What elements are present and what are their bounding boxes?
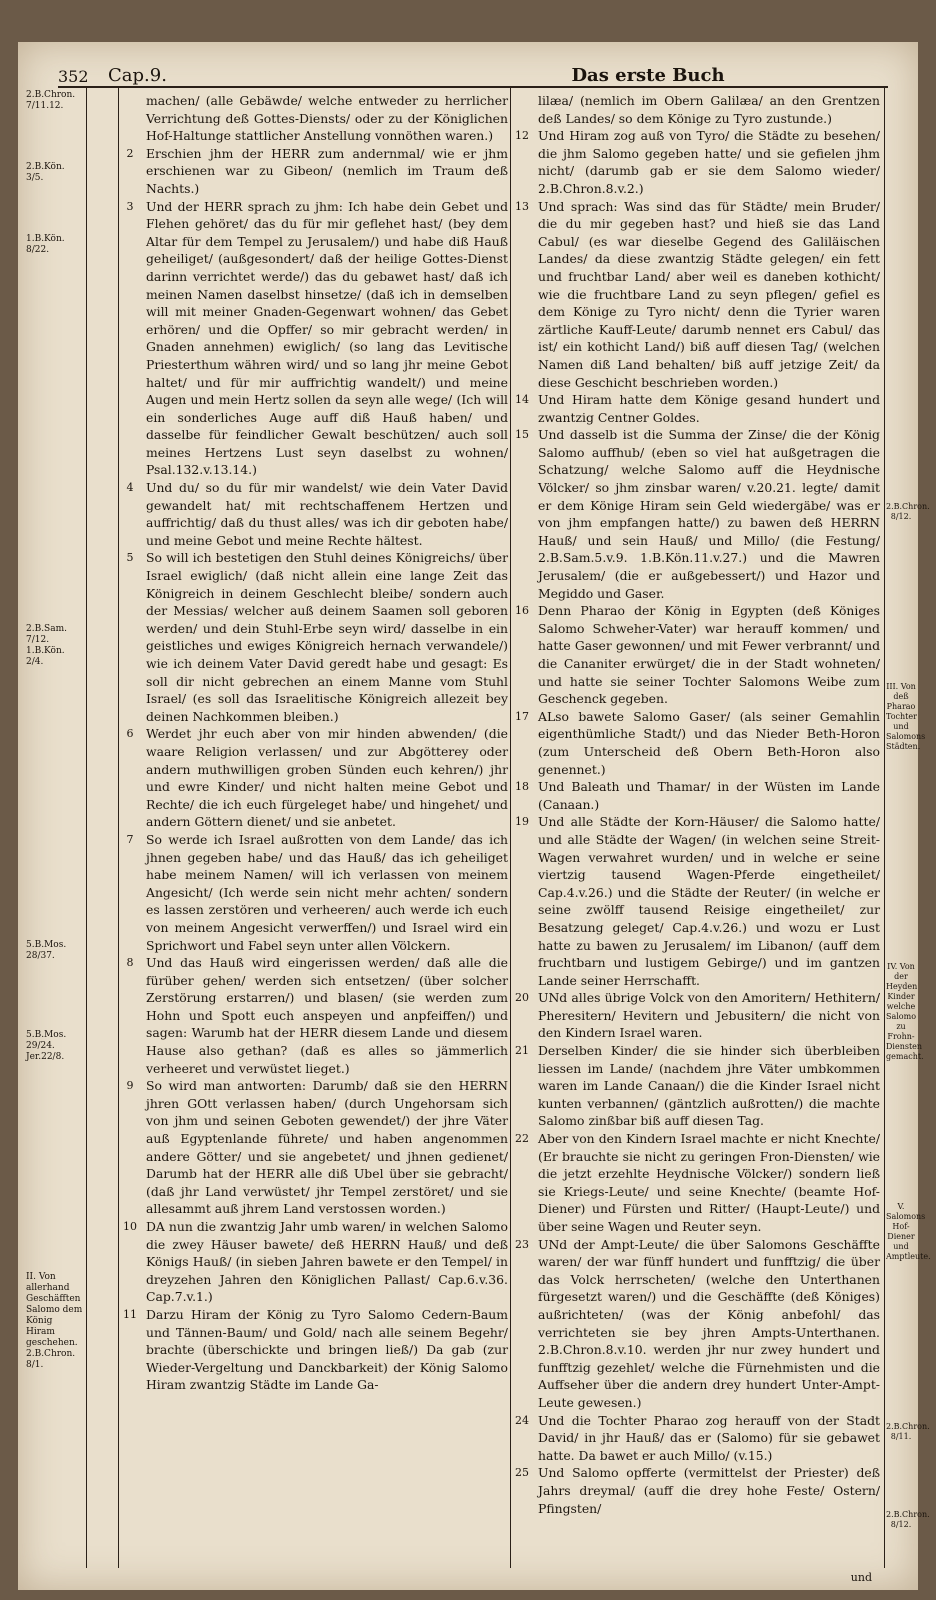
verse-text: Aber von den Kindern Israel machte er nicht Knechte/ (Er brauchte sie nicht zu geringen Fron-Diensten/ wie die jetzt erzehlte Heydnische Völcker/) sondern ließ sie Kriegs-Leute/ und seine Knechte/ (beamte Hof-Diener) und Fürsten und Ritter/ (Haupt-Leute/) und über seine Wagen und Reuter seyn.	[538, 1131, 880, 1234]
verse	[126, 954, 508, 1077]
verse-text: Und sprach: Was sind das für Städte/ mein Bruder/ die du mir gegeben hast? und hieß sie das Land Cabul/ (es war dieselbe Gegend des Galiläischen Landes/ da diese zwantzig Städte gelegen/ ein fett und fruchtbar Land/ aber weil es daneben kothicht/ wie die fruchtbare Land zu seyn pflegen/ gefiel es dem Könige zu Tyro nicht/ denn die Tyrier waren zärtliche Kauff-Leute/ darumb nennet ers Cabul/ das ist/ ein kothicht Land/) biß auff diesen Tag/ (welchen Namen diß Land behalten/ biß auff jetzige Zeit/ da diese Geschicht beschrieben worden.)	[538, 198, 880, 390]
verse-number: 8	[126, 956, 134, 970]
margin-note: II. Von allerhand Geschäfften Salomo dem König Hiram geschehen. 2.B.Chron. 8/1.	[26, 1272, 83, 1370]
verse-number: 9	[126, 1079, 134, 1093]
verse-number: 11	[123, 1307, 137, 1321]
margin-note: 2.B.Sam. 7/12. 1.B.Kön. 2/4.	[26, 624, 67, 667]
verse	[515, 1042, 880, 1130]
verse	[126, 1077, 508, 1218]
verse-text: Und der HERR sprach zu jhm: Ich habe dein Gebet und Flehen gehöret/ das du für mir geflehet hast/ (bey dem Altar für dem Tempel zu Jerusalem/) und habe diß Hauß geheiliget/ (außgesondert/ daß der heilige Gottes-Dienst darinn verrichtet werde/) das du gebawet hast/ daß ich meinen Namen daselbst hinsetze/ (daß ich in demselben will mit meiner Gnaden-Gegenwart wohnen/ das Gebet erhören/ und die Opffer/ so mir gebracht werden/ in Gnaden annehmen) ewiglich/ (so lang das Levitische Priesterthum währen wird/ und so lang jhr meine Gebot haltet/ und für mir auffrichtig wandelt/) und meine Augen und mein Hertz sollen da seyn alle wege/ (Ich will ein sonderliches Auge auff diß Hauß haben/ und dasselbe für feindlicher Gewalt beschützen/ auch soll meines Hertzens Lust seyn daselbst zu wohnen/ Psal.132.v.13.14.)	[146, 198, 508, 478]
page-header	[58, 58, 888, 88]
verse-number: 24	[515, 1413, 529, 1427]
left-column	[123, 92, 508, 1394]
verse-text: Und die Tochter Pharao zog herauff von der Stadt David/ in jhr Hauß/ das er (Salomo) für sie gebawet hatte. Da bawet er auch Millo/ (v.15.)	[538, 1412, 880, 1463]
verse-text: Erschien jhm der HERR zum andernmal/ wie er jhm erschienen war zu Gibeon/ (nemlich im Traum deß Nachts.)	[146, 145, 508, 196]
verse-number: 3	[126, 199, 134, 213]
margin-note: 2.B.Chron. 8/12.	[886, 1510, 930, 1529]
verse-number: 23	[515, 1237, 529, 1251]
verse	[515, 127, 880, 197]
verse-text: Und Hiram hatte dem Könige gesand hundert und zwantzig Centner Goldes.	[538, 392, 880, 425]
verse	[515, 778, 880, 813]
verse-number: 20	[515, 991, 529, 1005]
margin-note: 5.B.Mos. 28/37.	[26, 940, 67, 961]
verse-text: Werdet jhr euch aber von mir hinden abwenden/ (die waare Religion verlassen/ und zur Abgötterey oder andern muthwilligen groben Sünden euch kehren/) jhr und ewre Kinder/ und nicht halten meine Gebot und Rechte/ die ich euch fürgeleget habe/ und hingehet/ und andern Göttern dienet/ und sie anbetet.	[146, 726, 508, 830]
verse-number: 19	[515, 815, 529, 829]
verse-number: 13	[515, 199, 529, 213]
verse-number: 21	[515, 1044, 529, 1058]
verse-number: 17	[515, 709, 529, 723]
verse-text: Denn Pharao der König in Egypten (deß Königes Salomo Schweher-Vater) war herauff kommen/ und hatte Gaser gewonnen/ und mit Fewer verbrannt/ und die Cananiter erwürget/ die in der Stadt wohneten/ und hatte sie seiner Tochter Salomons Weibe zum Geschenck gegeben.	[538, 603, 880, 707]
margin-note: 2.B.Chron. 7/11.12.	[26, 90, 76, 111]
right-column	[515, 92, 880, 1517]
verse-number: 22	[515, 1132, 529, 1146]
verse-text: Derselben Kinder/ die sie hinder sich überbleiben liessen im Lande/ (nachdem jhre Väter umbkommen waren im Lande Canaan/) die die Kinder Israel nicht kunten verbannen/ (gäntzlich außrotten/) die machte Salomo zinßbar biß auff diesen Tag.	[538, 1043, 880, 1129]
margin-note: V. Salomons Hof-Diener und Amptleute.	[886, 1202, 931, 1261]
verse	[146, 92, 508, 145]
verse-number: 10	[123, 1220, 137, 1233]
verse	[515, 391, 880, 426]
verse-text: So will ich bestetigen den Stuhl deines Königreichs/ über Israel ewiglich/ (daß nicht allein eine lange Zeit das Königreich in deinem Geschlecht bleibe/ sondern auch der Messias/ welcher auß deinem Saamen soll geboren werden/ und dein Stuhl-Erbe seyn wird/ dasselbe in ein geistliches und ewiges Königreich hernach verwandele/) wie ich deinem Vater David geredt habe und gesagt: Es soll dir nicht gebrechen an einem Manne vom Stuhl Israel/ (es soll das Israelitische Königreich allezeit bey deinen Nachkommen bleiben.)	[146, 550, 508, 724]
verse-text: lilæa/ (nemlich im Obern Galilæa/ an den Grentzen deß Landes/ so dem Könige zu Tyro zustunde.)	[538, 93, 880, 126]
verse-text: Und Hiram zog auß von Tyro/ die Städte zu besehen/ die jhm Salomo gegeben hatte/ und sie gefielen jhm nicht/ (darumb gab er sie dem Salomo wieder/ 2.B.Chron.8.v.2.)	[538, 128, 880, 196]
verse-number: 2	[126, 146, 134, 160]
verse	[515, 708, 880, 778]
verse	[515, 1236, 880, 1412]
verse-text: ALso bawete Salomo Gaser/ (als seiner Gemahlin eigenthümliche Stadt/) und das Nieder Beth-Horon (zum Unterscheid deß Obern Beth-Horon also genennet.)	[538, 708, 880, 777]
verse	[515, 426, 880, 602]
verse	[515, 1464, 880, 1517]
verse	[515, 813, 880, 989]
margin-note: 2.B.Chron. 8/11.	[886, 1422, 930, 1441]
verse	[538, 92, 880, 127]
verse-number: 18	[515, 780, 529, 794]
verse	[126, 549, 508, 725]
verse	[515, 1130, 880, 1236]
verse	[123, 1218, 508, 1306]
running-title: Das erste Buch	[571, 65, 725, 86]
verse-text: DA nun die zwantzig Jahr umb waren/ in welchen Salomo die zwey Häuser bawete/ deß HERRN Hauß/ und deß Königs Hauß/ (in sieben Jahren bawete er den Tempel/ in dreyzehen Jahren den Königlichen Pallast/ Cap.6.v.36. Cap.7.v.1.)	[146, 1219, 508, 1305]
verse-number: 25	[515, 1466, 529, 1480]
margin-note: 5.B.Mos. 29/24. Jer.22/8.	[26, 1030, 67, 1062]
verse-text: Und Salomo opfferte (vermittelst der Priester) deß Jahrs dreymal/ (auff die drey hohe Feste/ Ostern/ Pfingsten/	[538, 1465, 880, 1516]
book-page	[18, 42, 931, 1590]
verse	[126, 831, 508, 954]
verse-text: UNd der Ampt-Leute/ die über Salomons Geschäffte waren/ der war fünff hundert und funfftzig/ die über das Volck herrscheten/ (welche den Unterthanen fürgesetzt waren/) und die Geschäffte (deß Königes) außrichteten/ (was der König anbefohl/ das verrichteten sie bey jhren Ampts-Unterthanen. 2.B.Chron.8.v.10. werden jhr nur zwey hundert und funfftzig gezehlet/ welche die Fürnehmisten und die Auffseher über die andern drey hundert Unter-Ampt-Leute gewesen.)	[538, 1236, 880, 1410]
chapter-label: Cap.9.	[108, 65, 167, 86]
verse	[126, 479, 508, 549]
verse-text: Und Baleath und Thamar/ in der Wüsten im Lande (Canaan.)	[538, 779, 880, 812]
verse	[515, 198, 880, 392]
verse-number-rule-left	[118, 86, 119, 1568]
margin-note: 2.B.Kön. 3/5.	[26, 162, 65, 183]
verse-text: Und das Hauß wird eingerissen werden/ daß alle die fürüber gehen/ werden sich entsetzen/ (über solcher Zerstörung erstarren/) und blasen/ (sie werden zum Hohn und Spott euch anspeyen und anpfeiffen/) und sagen: Warumb hat der HERR diesem Lande und diesem Hause also gethan? (daß es alles so jämmerlich verheeret und verwüstet lieget.)	[146, 955, 508, 1076]
verse	[515, 602, 880, 708]
verse-text: So wird man antworten: Darumb/ daß sie den HERRN jhren GOtt verlassen haben/ (durch Ungehorsam sich von jhm und seinen Geboten gewendet/) der jhre Väter auß Egyptenlande führete/ und haben angenommen andere Götter/ und sie angebetet/ und jhnen gedienet/ Darumb hat der HERR alle diß Ubel über sie gebracht/ (daß jhr Land verwüstet/ jhr Tempel zerstöret/ und sie allesammt auß jhrem Land verstossen worden.)	[146, 1078, 508, 1217]
margin-note: 2.B.Chron. 8/12.	[886, 502, 930, 521]
verse-number: 15	[515, 428, 529, 442]
verse-text: UNd alles übrige Volck von den Amoritern/ Hethitern/ Pheresitern/ Hevitern und Jebusitern/ die nicht von den Kindern Israel waren.	[538, 990, 880, 1041]
verse-number: 16	[515, 604, 529, 618]
verse-number: 4	[126, 481, 134, 495]
page-number: 352	[58, 67, 89, 86]
verse-text: Darzu Hiram der König zu Tyro Salomo Cedern-Baum und Tännen-Baum/ und Gold/ nach alle seinem Begehr/ brachte (überschickte und bringen ließ/) Da gab (zur Wieder-Vergeltung und Danckbarkeit) der König Salomo Hiram zwantzig Städte im Lande Ga-	[146, 1306, 508, 1393]
verse	[123, 1306, 508, 1394]
verse	[126, 145, 508, 198]
verse-text: Und alle Städte der Korn-Häuser/ die Salomo hatte/ und alle Städte der Wagen/ (in welchen seine Streit-Wagen verwahret wurden/ und in welche er seine viertzig tausend Wagen-Pferde eingetheilet/ Cap.4.v.26.) und die Städte der Reuter/ (in welche er seine zwölff tausend Reisige eingetheilet/ zur Besatzung geleget/ Cap.4.v.26.) und wozu er Lust hatte zu bawen zu Jerusalem/ im Libanon/ (auff dem fruchtbarn und lustigem Gebirge/) und im gantzen Lande seiner Herrschafft.	[538, 814, 880, 988]
verse-number: 7	[126, 832, 134, 846]
verse	[126, 725, 508, 831]
verse	[515, 989, 880, 1042]
verse-number-rule-right	[510, 86, 511, 1568]
verse-text: machen/ (alle Gebäwde/ welche entweder zu herrlicher Verrichtung deß Gottes-Diensts/ oder zu der Königlichen Hof-Haltunge stattlicher Anstellung vonnöthen waren.)	[146, 93, 508, 144]
margin-rule-left	[86, 86, 87, 1568]
verse-text: Und du/ so du für mir wandelst/ wie dein Vater David gewandelt hat/ mit rechtschaffenem Hertzen und auffrichtig/ daß du thust alles/ was ich dir geboten habe/ und meine Gebot und meine Rechte hältest.	[146, 480, 508, 548]
verse-number: 5	[126, 551, 134, 565]
verse-text: So werde ich Israel außrotten von dem Lande/ das ich jhnen gegeben habe/ und das Hauß/ das ich geheiliget habe meinem Namen/ will ich verlassen von meinem Angesicht/ (Ich werde sein nicht mehr achten/ sondern es lassen zerstören und verheeren/ auch werde ich euch von meinem Angesicht verwerffen/) und Israel wird ein Sprichwort und Fabel seyn unter allen Völckern.	[146, 831, 508, 953]
verse-number: 12	[515, 129, 529, 143]
verse-number: 6	[126, 727, 134, 741]
catchword: und	[850, 1571, 872, 1584]
verse	[126, 198, 508, 480]
verse	[515, 1412, 880, 1465]
verse-text: Und dasselb ist die Summa der Zinse/ die der König Salomo auffhub/ (eben so viel hat außgetragen die Schatzung/ welche Salomo auff die Heydnische Völcker/ so jhm zinsbar waren/ v.20.21. legte/ damit er dem Könige Hiram sein Geld wiedergäbe/ was er von jhm empfangen hatte/) zu bawen deß HERRN Hauß/ und sein Hauß/ und Millo/ (die Festung/ 2.B.Sam.5.v.9. 1.B.Kön.11.v.27.) und die Mawren Jerusalem/ (die er außgebessert/) und Hazor und Megiddo und Gaser.	[538, 427, 880, 601]
margin-note: 1.B.Kön. 8/22.	[26, 234, 65, 255]
verse-number: 14	[515, 393, 529, 407]
margin-note: IV. Von der Heyden Kinder welche Salomo zu Frohn-Diensten gemacht.	[886, 962, 924, 1061]
margin-rule-right	[884, 86, 885, 1568]
margin-note: III. Von deß Pharao Tochter und Salomons Städten.	[886, 682, 926, 751]
